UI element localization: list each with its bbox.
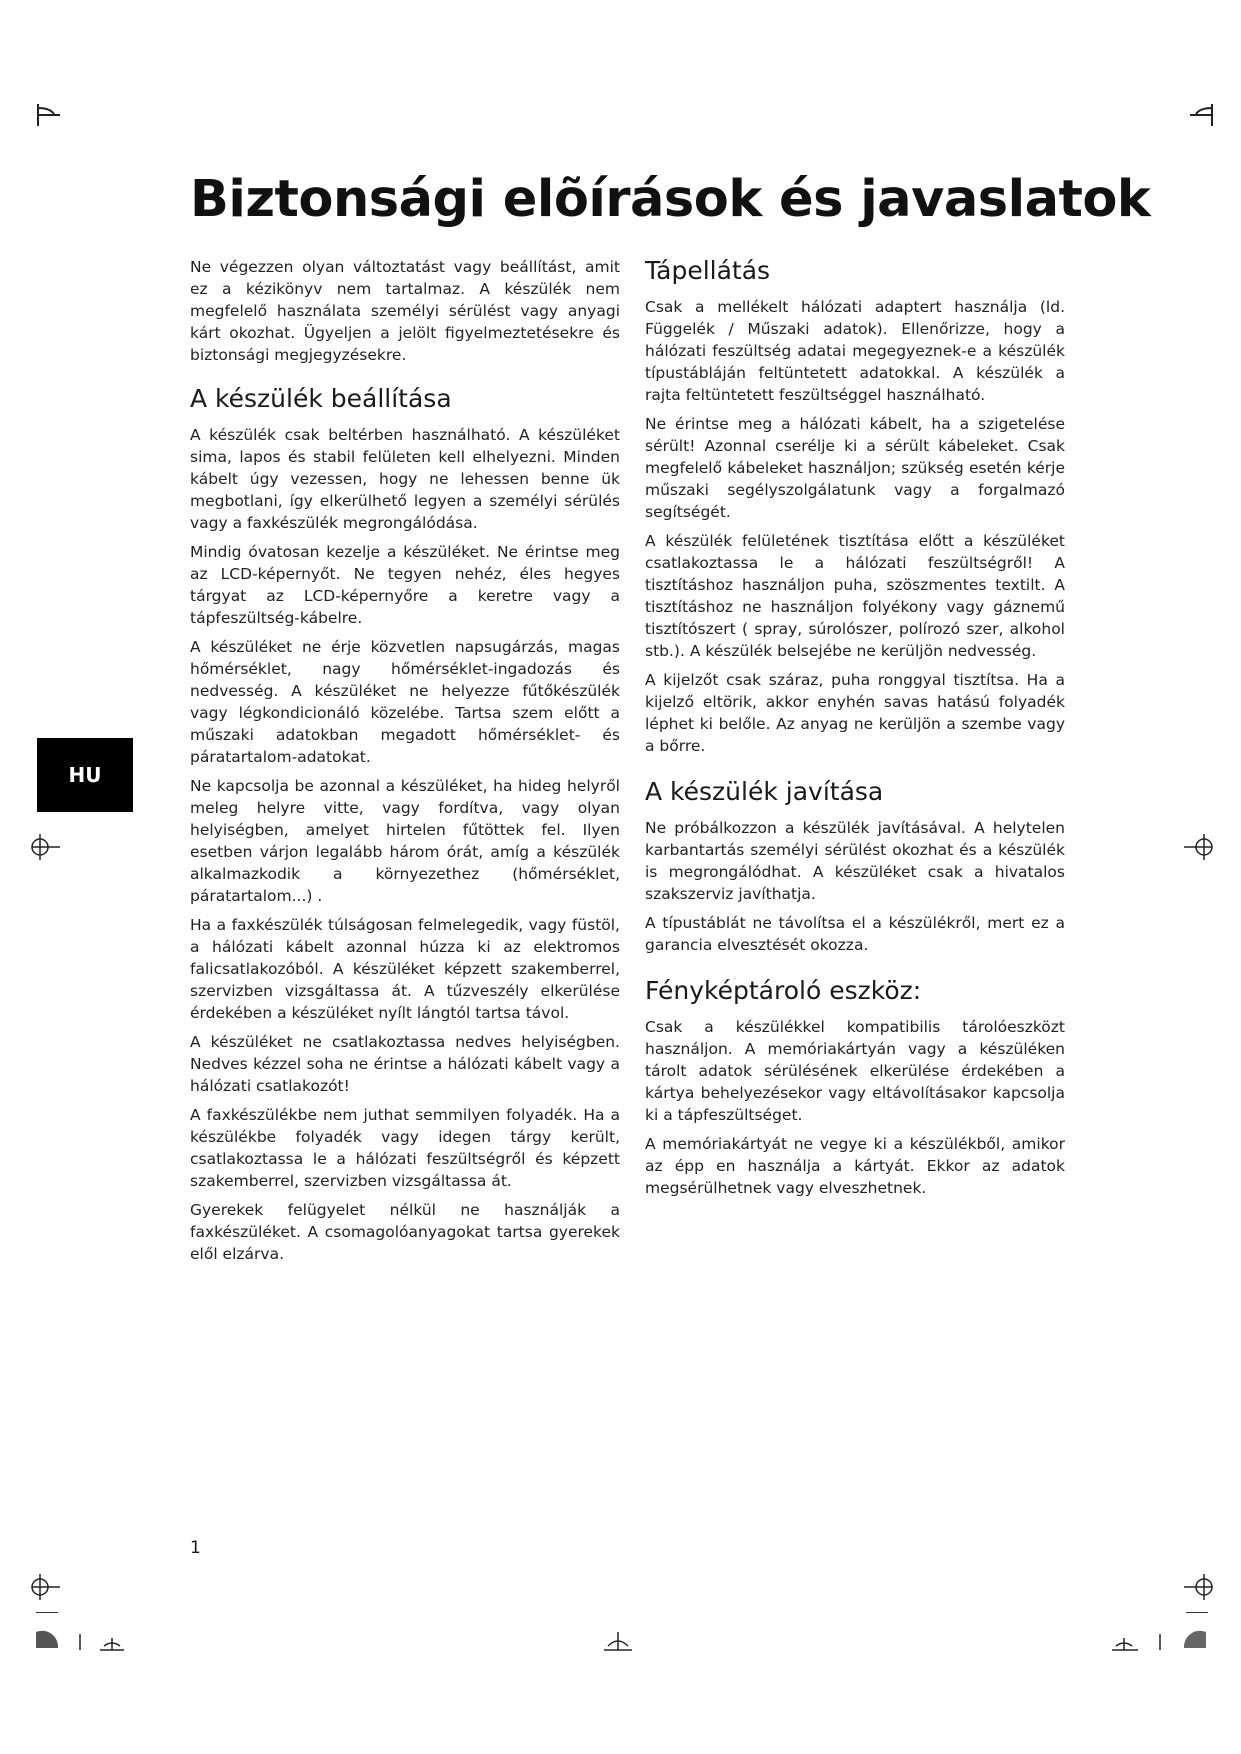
paragraph: A készüléket ne csatlakoztassa nedves helyiségben. Nedves kézzel soha ne érintse a hálózati kábelt vagy a hálózati csatlakozót! bbox=[190, 1033, 620, 1095]
trim-line bbox=[36, 1612, 58, 1613]
page-number: 1 bbox=[190, 1538, 201, 1558]
registration-mark-icon bbox=[30, 830, 64, 864]
right-column bbox=[645, 256, 1065, 1206]
paragraph: A típustáblát ne távolítsa el a készülékről, mert ez a garancia elvesztését okozza. bbox=[645, 914, 1065, 954]
section-heading-setup: A készülék beállítása bbox=[190, 384, 452, 413]
paragraph: A készülék felületének tisztítása előtt a készüléket csatlakoztassa le a hálózati feszültségről! A tisztításhoz használjon puha, szöszmentes textilt. A tisztításhoz ne használjon folyékony vagy gáznemű tisztítószert ( spray, súrolószer, polírozó szer, alkohol stb.). A készülék belsejébe ne kerüljön nedvesség. bbox=[645, 532, 1065, 660]
color-wedge-icon bbox=[1176, 1630, 1206, 1650]
paragraph: Ha a faxkészülék túlságosan felmelegedik, vagy füstöl, a hálózati kábelt azonnal húzza ki az elektromos falicsatlakozóból. A készüléket képzett szakemberrel, szervizben vizsgáltassa át. A tűzveszély elkerülése érdekében a készüléket nyílt lángtól tartsa távol. bbox=[190, 916, 620, 1022]
registration-mark-icon bbox=[30, 1570, 64, 1604]
registration-mark-icon bbox=[1180, 830, 1214, 864]
paragraph: Ne érintse meg a hálózati kábelt, ha a szigetelése sérült! Azonnal cserélje ki a sérült kábeleket. Csak megfelelő kábeleket használjon; szükség esetén kérje műszaki segélyszolgálatunk vagy a forgalmazó segítségét. bbox=[645, 415, 1065, 521]
paragraph: A készülék csak beltérben használható. A készüléket sima, lapos és stabil felületen kell elhelyezni. Minden kábelt úgy vezessen, hogy ne lehessen benne ük megbotlani, így elkerülhető legyen a személyi sérülés vagy a faxkészülék megrongálódása. bbox=[190, 426, 620, 532]
trim-line bbox=[1186, 1612, 1208, 1613]
registration-mark-icon bbox=[1180, 1570, 1214, 1604]
registration-mark-icon bbox=[30, 100, 70, 130]
paragraph: Ne kapcsolja be azonnal a készüléket, ha hideg helyről meleg helyre vitte, vagy fordítva, vagy olyan helyiségben, amelyet hirtelen fűtöttek fel. Ilyen esetben várjon legalább három órát, amíg a készülék alkalmazkodik a környezethez (hőmérséklet, páratartalom...) . bbox=[190, 777, 620, 905]
paragraph: Ne próbálkozzon a készülék javításával. A helytelen karbantartás személyi sérülést okozhat és a készülék is megrongálódhat. A készüléket csak a hivatalos szakszerviz javíthatja. bbox=[645, 819, 1065, 903]
paragraph: A kijelzőt csak száraz, puha ronggyal tisztítsa. Ha a kijelző eltörik, akkor enyhén savas hatású folyadék léphet ki belőle. Az anyag ne kerüljön a szembe vagy a bőrre. bbox=[645, 671, 1065, 755]
section-heading-repair: A készülék javítása bbox=[645, 777, 884, 806]
paragraph: Csak a készülékkel kompatibilis tárolóeszközt használjon. A memóriakártyán vagy a készüléken tárolt adatok sérülésének elkerülése érdekében a kártya behelyezésekor vagy eltávolításakor kapcsolja ki a tápfeszültséget. bbox=[645, 1018, 1065, 1124]
left-column bbox=[190, 256, 620, 1272]
paragraph: A memóriakártyát ne vegye ki a készülékből, amikor az épp en használja a kártyát. Ekkor az adatok megsérülhetnek vagy elveszhetnek. bbox=[645, 1135, 1065, 1197]
paragraph: Mindig óvatosan kezelje a készüléket. Ne érintse meg az LCD-képernyőt. Ne tegyen nehéz, éles hegyes tárgyat az LCD-képernyőre a keretre vagy a tápfeszültség-kábelre. bbox=[190, 543, 620, 627]
paragraph: Csak a mellékelt hálózati adaptert használja (ld. Függelék / Műszaki adatok). Ellenőrizze, hogy a hálózati feszültség adatai megegyeznek-e a készülék típustábláján feltüntetett adatokkal. A készülék a rajta feltüntetett feszültséggel használható. bbox=[645, 298, 1065, 404]
registration-mark-icon bbox=[1180, 100, 1220, 130]
language-tab: HU bbox=[37, 738, 133, 812]
paragraph: Gyerekek felügyelet nélkül ne használják a faxkészüléket. A csomagolóanyagokat tartsa gyerekek elől elzárva. bbox=[190, 1201, 620, 1263]
section-heading-power: Tápellátás bbox=[645, 256, 771, 285]
paragraph: A készüléket ne érje közvetlen napsugárzás, magas hőmérséklet, nagy hőmérséklet-ingadozás és nedvesség. A készüléket ne helyezze fűtőkészülék vagy légkondicionáló közelébe. Tartsa szem előtt a műszaki adatokban megadott hőmérséklet- és páratartalom-adatokat. bbox=[190, 638, 620, 766]
paragraph: A faxkészülékbe nem juthat semmilyen folyadék. Ha a készülékbe folyadék vagy idegen tárgy került, csatlakoztassa le a hálózati feszültségről és képzett szakemberrel, szervizben vizsgáltassa át. bbox=[190, 1106, 620, 1190]
registration-mark-icon bbox=[1108, 1632, 1168, 1652]
page-title: Biztonsági elõírások és javaslatok bbox=[190, 170, 1151, 229]
color-wedge-icon bbox=[36, 1630, 66, 1650]
section-heading-photo-storage: Fényképtároló eszköz: bbox=[645, 976, 922, 1005]
intro-paragraph: Ne végezzen olyan változtatást vagy beállítást, amit ez a kézikönyv nem tartalmaz. A készülék nem megfelelő használata személyi sérülést vagy anyagi kárt okozhat. Ügyeljen a jelölt figyelmeztetésekre és biztonsági megjegyzésekre. bbox=[190, 258, 620, 364]
registration-mark-icon bbox=[600, 1630, 636, 1652]
registration-mark-icon bbox=[74, 1632, 134, 1652]
